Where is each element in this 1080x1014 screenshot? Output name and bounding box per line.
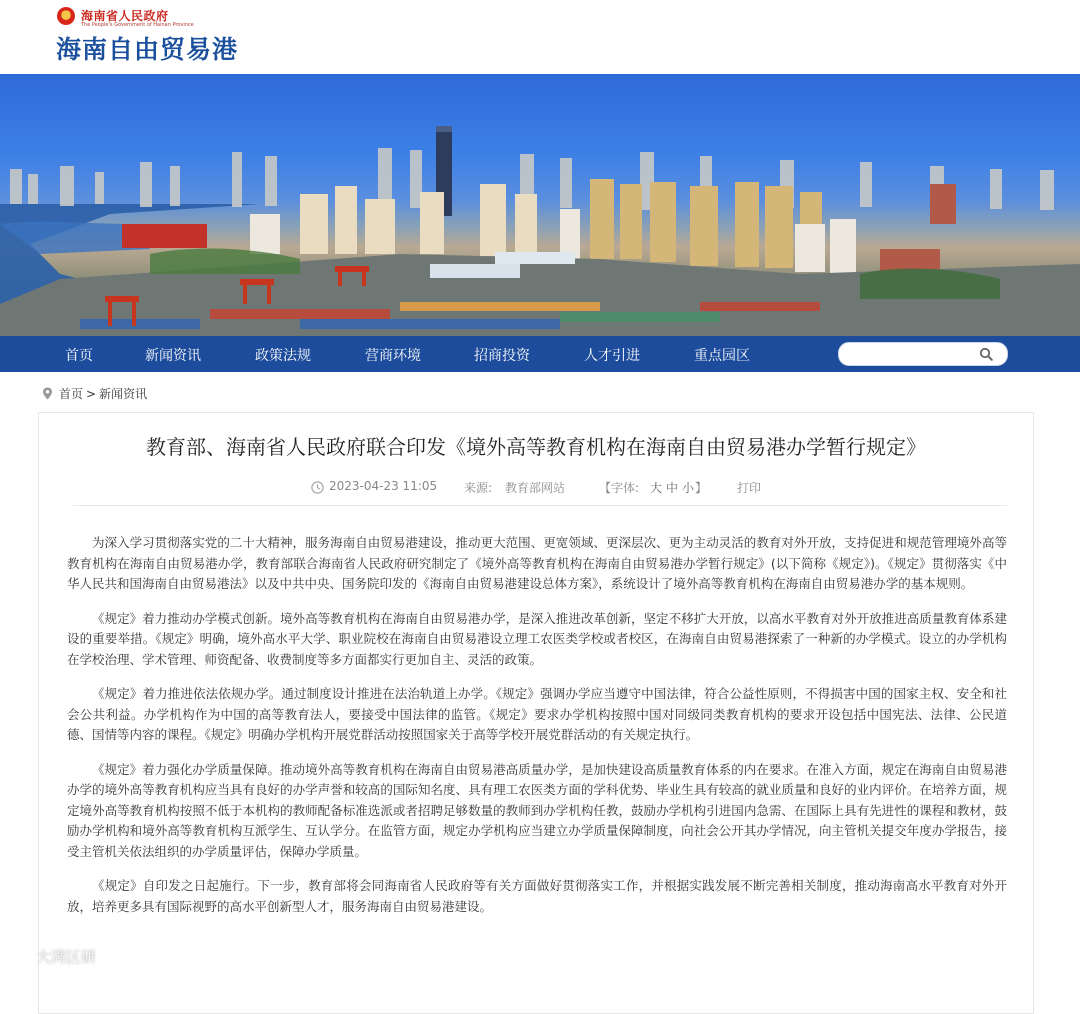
city-banner-image: [0, 74, 1080, 336]
nav-item-business-environment[interactable]: 营商环境: [365, 348, 421, 364]
nav-item-policy[interactable]: 政策法规: [255, 348, 311, 364]
gov-name: 海南省人民政府: [81, 9, 169, 23]
font-size-medium[interactable]: 中: [666, 481, 679, 495]
publish-datetime: 2023-04-23 11:05: [329, 479, 438, 493]
article-title: 教育部、海南省人民政府联合印发《境外高等教育机构在海南自由贸易港办学暂行规定》: [146, 435, 926, 459]
site-logo-title[interactable]: 海南自由贸易港: [56, 35, 239, 64]
watermark: [10, 946, 96, 967]
nav-item-home[interactable]: 首页: [65, 348, 93, 364]
watermark-logo-icon: [10, 948, 32, 966]
article-panel: [38, 412, 1034, 1014]
nav-item-investment[interactable]: 招商投资: [474, 348, 530, 364]
site-header: [0, 0, 1080, 74]
article-paragraph: 为深入学习贯彻落实党的二十大精神，服务海南自由贸易港建设，推动更大范围、更宽领域、更深层次、更为主动灵活的教育对外开放，支持促进和规范管理境外高等教育机构在海南自由贸易港办学，教育部联合海南省人民政府研究制定了《境外高等教育机构在海南自由贸易港办学暂行规定》(以下简称《规定》)。《规定》贯彻落实《中华人民共和国海南自由贸易港法》以及中共中央、国务院印发的《海南自由贸易港建设总体方案》，系统设计了境外高等教育机构在海南自由贸易港办学的基本规则。: [67, 535, 1007, 591]
meta-divider: [73, 505, 1007, 506]
article-body: [67, 533, 1007, 931]
search-box: [838, 342, 1008, 366]
clock-icon: [311, 481, 324, 494]
breadcrumb: [42, 385, 147, 402]
print-link[interactable]: 打印: [737, 481, 762, 495]
font-size-prefix: 【字体:: [599, 481, 640, 495]
source-name: 教育部网站: [505, 481, 566, 495]
article-paragraph: 《规定》自印发之日起施行。下一步，教育部将会同海南省人民政府等有关方面做好贯彻落实工作，并根据实践发展不断完善相关制度，推动海南高水平教育对外开放，培养更多具有国际视野的高水平创新型人才，服务海南自由贸易港建设。: [67, 878, 1007, 914]
search-icon[interactable]: [979, 347, 993, 361]
location-pin-icon: [42, 387, 53, 400]
gov-name-en: The People's Government of Hainan Province: [81, 22, 194, 28]
watermark-text: 大湾区研: [36, 948, 97, 966]
source-label: 来源:: [464, 481, 493, 495]
nav-item-parks[interactable]: 重点园区: [694, 348, 750, 364]
font-size-small[interactable]: 小: [682, 481, 695, 495]
article-paragraph: 《规定》着力推进依法依规办学。通过制度设计推进在法治轨道上办学。《规定》强调办学应当遵守中国法律，符合公益性原则，不得损害中国的国家主权、安全和社会公共利益。办学机构作为中国的高等教育法人，要接受中国法律的监管。《规定》要求办学机构按照中国对同级同类教育机构的要求开设包括中国宪法、法律、公民道德、国情等内容的课程。《规定》明确办学机构开展党群活动按照国家关于高等学校开展党群活动的有关规定执行。: [67, 686, 1007, 742]
article-paragraph: 《规定》着力强化办学质量保障。推动境外高等教育机构在海南自由贸易港高质量办学，是加快建设高质量教育体系的内在要求。在准入方面，规定在海南自由贸易港办学的境外高等教育机构应当具有良好的办学声誉和较高的国际知名度、具有理工农医类方面的学科优势、毕业生具有较高的就业质量和良好的业内评价。在培养方面，规定境外高等教育机构按照不低于本机构的教师配备标准选派或者招聘足够数量的教师到办学机构任教，鼓励办学机构引进国内急需、在国际上具有先进性的课程和教材，鼓励办学机构和境外高等教育机构互派学生、互认学分。在监管方面，规定办学机构应当建立办学质量保障制度，向社会公开其办学情况，向主管机关提交年度办学报告，接受主管机关依法组织的办学质量评估，保障办学质量。: [67, 761, 1007, 859]
nav-item-talent[interactable]: 人才引进: [584, 348, 640, 364]
font-size-suffix: 】: [695, 481, 708, 495]
search-input[interactable]: [849, 345, 978, 363]
font-size-large[interactable]: 大: [650, 481, 663, 495]
article-paragraph: 《规定》着力推动办学模式创新。境外高等教育机构在海南自由贸易港办学，是深入推进改革创新，坚定不移扩大开放，以高水平教育对外开放推进高质量教育体系建设的重要举措。《规定》明确，境外高水平大学、职业院校在海南自由贸易港设立理工农医类学校或者校区，在海南自由贸易港探索了一种新的办学模式。设立的办学机构在学校治理、学术管理、师资配备、收费制度等多方面都实行更加自主、灵活的政策。: [67, 610, 1007, 667]
breadcrumb-home[interactable]: 首页: [59, 387, 84, 401]
national-emblem-icon: [57, 7, 75, 25]
nav-item-news[interactable]: 新闻资讯: [145, 348, 201, 364]
breadcrumb-separator: >: [86, 386, 97, 401]
breadcrumb-current[interactable]: 新闻资讯: [99, 387, 148, 401]
